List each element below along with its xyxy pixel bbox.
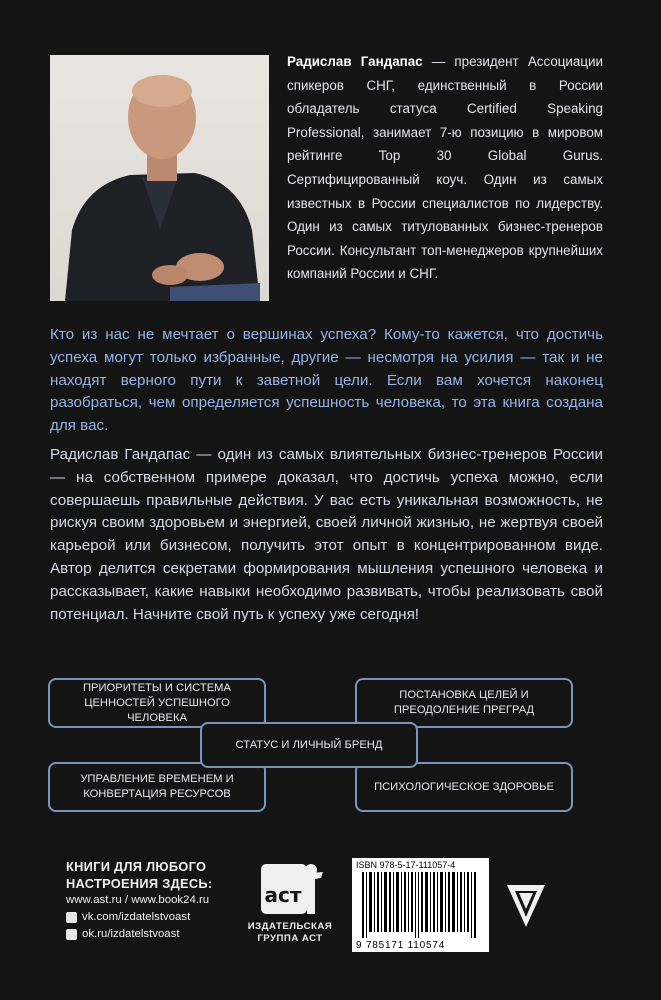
topic-status: СТАТУС И ЛИЧНЫЙ БРЕНД [200, 722, 418, 768]
topic-time: УПРАВЛЕНИЕ ВРЕМЕНЕМ И КОНВЕРТАЦИЯ РЕСУРСОВ [48, 762, 266, 812]
footer-sites[interactable]: www.ast.ru / www.book24.ru [66, 894, 210, 906]
ok-icon [66, 929, 77, 940]
description-paragraph: Радислав Гандапас — один из самых влиятельных бизнес-тренеров России — на собственном примере доказал, что достичь успеха можно, если совершаешь правильные действия. У вас есть уникальная возможность, не рискуя своим здоровьем и энергией, своей личной жизнью, не жертвуя своей карьерой или бизнесом, получить этот опыт в концентрированном виде. Автор делится секретами формирования мышления успешного человека и рассказывает, какие навыки необходимо развивать, чтобы реализовать свой потенциал. Начните свой путь к успеху уже сегодня! [50, 446, 603, 623]
publisher-logo [247, 860, 333, 945]
barcode-digits: 9 785171 110574 [356, 940, 446, 951]
topic-priorities: ПРИОРИТЕТЫ И СИСТЕМА ЦЕННОСТЕЙ УСПЕШНОГО ЧЕЛОВЕКА [48, 678, 266, 728]
vk-icon [66, 912, 77, 923]
publisher-label-2: ГРУППА АСТ [257, 933, 323, 944]
author-bio [287, 50, 603, 286]
footer-vk-link[interactable]: vk.com/izdatelstvoast [82, 911, 191, 923]
author-photo [50, 55, 269, 301]
footer-heading-2: НАСТРОЕНИЯ ЗДЕСЬ: [66, 876, 213, 891]
author-bio-text: — президент Ассоциации спикеров СНГ, единственный в России обладатель статуса Certified Speaking Professional, занимает 7-ю позицию в мировом рейтинге Top 30 Global Gurus. Сертифицированный коуч. Один из самых известных в России специалистов по лидерству. Один из самых титулованных бизнес-тренеров России. Консультант топ-менеджеров крупнейших компаний России и СНГ. [287, 54, 603, 282]
intro-paragraph: Кто из нас не мечтает о вершинах успеха? Кому-то кажется, что достичь успеха могут только избранные, другие — несмотря на усилия — так и не находят верного пути к заветной цели. Если вам хочется наконец разобраться, чем определяется успешность человека, то эта книга создана для вас. [50, 326, 603, 435]
topic-health: ПСИХОЛОГИЧЕСКОЕ ЗДОРОВЬЕ [355, 762, 573, 812]
ast-logo-icon [255, 860, 325, 916]
footer-ok-row[interactable] [66, 926, 212, 943]
footer-ok-link[interactable]: ok.ru/izdatelstvoast [82, 928, 180, 940]
isbn-text: ISBN 978-5-17-111057-4 [356, 860, 456, 870]
publisher-label-1: ИЗДАТЕЛЬСКАЯ [247, 921, 333, 932]
footer-heading-1: КНИГИ ДЛЯ ЛЮБОГО [66, 859, 207, 874]
author-name: Радислав Гандапас [287, 54, 423, 69]
ast-logo-text: аст [264, 883, 302, 907]
footer-links [66, 858, 212, 943]
barcode-icon [352, 858, 489, 952]
author-portrait-icon [50, 55, 269, 301]
v-logo-icon [505, 883, 547, 929]
footer-vk-row[interactable] [66, 909, 212, 926]
v-brand-logo [505, 883, 547, 934]
barcode [352, 858, 489, 952]
topic-goals: ПОСТАНОВКА ЦЕЛЕЙ И ПРЕОДОЛЕНИЕ ПРЕГРАД [355, 678, 573, 728]
